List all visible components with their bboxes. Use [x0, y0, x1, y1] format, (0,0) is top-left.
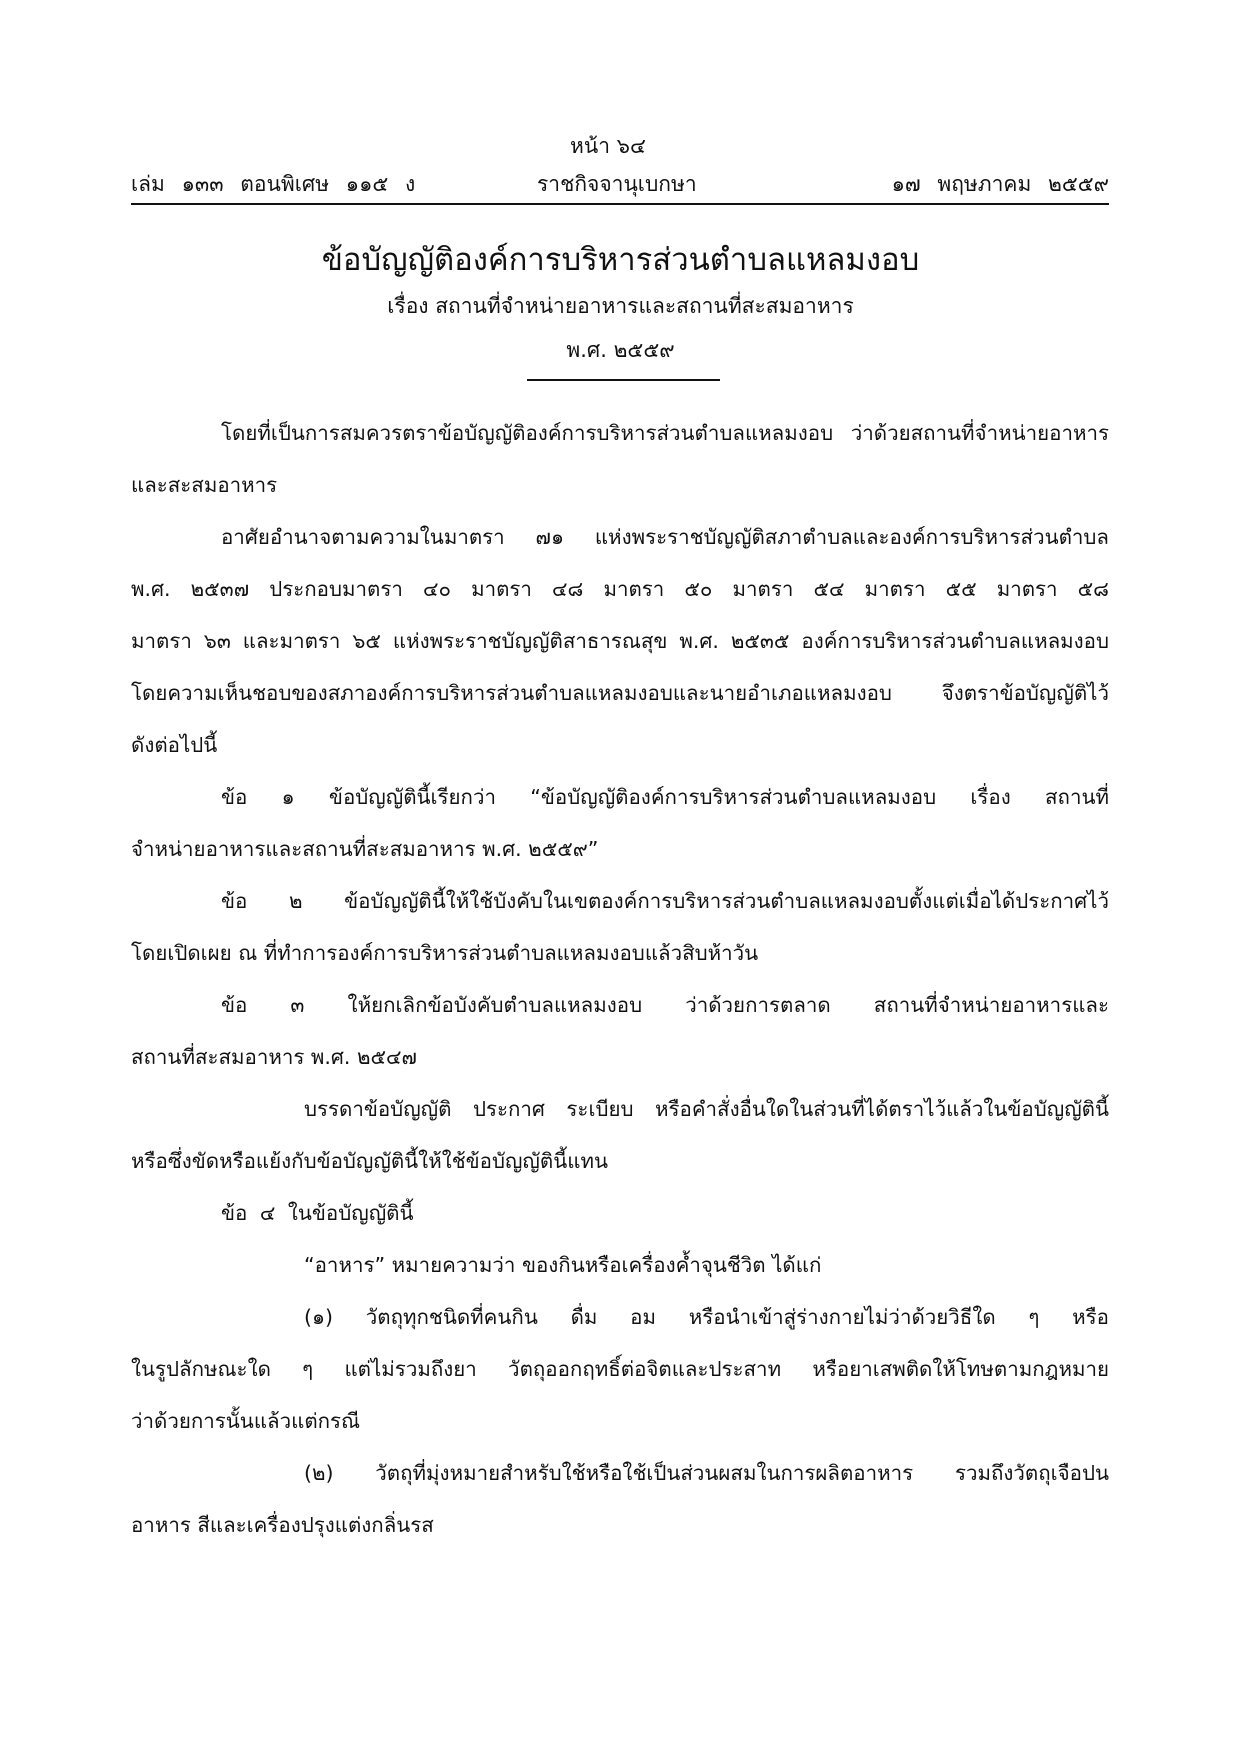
body-line: โดยที่เป็นการสมควรตราข้อบัญญัติองค์การบริหารส่วนตำบลแหลมงอบ ว่าด้วยสถานที่จำหน่ายอาหาร	[221, 421, 1109, 445]
body-line: “อาหาร” หมายความว่า ของกินหรือเครื่องค้ำจุนชีวิต ได้แก่	[304, 1253, 822, 1277]
gazette-name: ราชกิจจานุเบกษา	[537, 172, 697, 196]
volume-info: เล่ม ๑๓๓ ตอนพิเศษ ๑๑๕ ง	[131, 172, 416, 196]
body-line: โดยความเห็นชอบของสภาองค์การบริหารส่วนตำบลแหลมงอบและนายอำเภอแหลมงอบ จึงตราข้อบัญญัติไว้	[131, 681, 1109, 705]
body-line: มาตรา ๖๓ และมาตรา ๖๕ แห่งพระราชบัญญัติสาธารณสุข พ.ศ. ๒๕๓๕ องค์การบริหารส่วนตำบลแหลมงอบ	[131, 629, 1109, 653]
body-line: (๑) วัตถุทุกชนิดที่คนกิน ดื่ม อม หรือนำเข้าสู่ร่างกายไม่ว่าด้วยวิธีใด ๆ หรือ	[304, 1305, 1109, 1329]
document-title: ข้อบัญญัติองค์การบริหารส่วนตำบลแหลมงอบ	[321, 242, 920, 278]
publication-date: ๑๗ พฤษภาคม ๒๕๕๙	[891, 172, 1109, 196]
body-line: พ.ศ. ๒๕๓๗ ประกอบมาตรา ๔๐ มาตรา ๔๘ มาตรา ๕๐ มาตรา ๕๔ มาตรา ๕๕ มาตรา ๕๘	[131, 577, 1109, 601]
header-divider	[131, 203, 1109, 205]
document-year: พ.ศ. ๒๕๕๙	[566, 338, 675, 362]
body-line: อาหาร สีและเครื่องปรุงแต่งกลิ่นรส	[131, 1513, 434, 1537]
body-line: หรือซึ่งขัดหรือแย้งกับข้อบัญญัตินี้ให้ใช้ข้อบัญญัตินี้แทน	[131, 1149, 608, 1173]
body-line: และสะสมอาหาร	[131, 473, 278, 497]
body-line: ว่าด้วยการนั้นแล้วแต่กรณี	[131, 1409, 361, 1433]
body-line: ข้อ ๔ ในข้อบัญญัตินี้	[221, 1201, 414, 1225]
body-line: ข้อ ๓ ให้ยกเลิกข้อบังคับตำบลแหลมงอบ ว่าด้วยการตลาด สถานที่จำหน่ายอาหารและ	[221, 993, 1109, 1017]
body-line: ข้อ ๒ ข้อบัญญัตินี้ให้ใช้บังคับในเขตองค์การบริหารส่วนตำบลแหลมงอบตั้งแต่เมื่อได้ประกาศไว้	[221, 889, 1109, 913]
page-number: หน้า ๖๔	[570, 134, 646, 158]
body-line: (๒) วัตถุที่มุ่งหมายสำหรับใช้หรือใช้เป็นส่วนผสมในการผลิตอาหาร รวมถึงวัตถุเจือปน	[304, 1461, 1109, 1485]
body-line: ดังต่อไปนี้	[131, 733, 218, 757]
body-line: โดยเปิดเผย ณ ที่ทำการองค์การบริหารส่วนตำบลแหลมงอบแล้วสิบห้าวัน	[131, 941, 759, 965]
body-line: ข้อ ๑ ข้อบัญญัตินี้เรียกว่า “ข้อบัญญัติองค์การบริหารส่วนตำบลแหลมงอบ เรื่อง สถานที่	[221, 785, 1109, 809]
title-divider	[527, 379, 720, 381]
body-line: จำหน่ายอาหารและสถานที่สะสมอาหาร พ.ศ. ๒๕๕๙”	[131, 837, 599, 861]
document-subject: เรื่อง สถานที่จำหน่ายอาหารและสถานที่สะสมอาหาร	[387, 294, 854, 318]
body-line: สถานที่สะสมอาหาร พ.ศ. ๒๕๔๗	[131, 1045, 417, 1069]
body-line: ในรูปลักษณะใด ๆ แต่ไม่รวมถึงยา วัตถุออกฤทธิ์ต่อจิตและประสาท หรือยาเสพติดให้โทษตามกฎหมาย	[131, 1357, 1109, 1381]
body-line: บรรดาข้อบัญญัติ ประกาศ ระเบียบ หรือคำสั่งอื่นใดในส่วนที่ได้ตราไว้แล้วในข้อบัญญัตินี้	[304, 1097, 1109, 1121]
body-line: อาศัยอำนาจตามความในมาตรา ๗๑ แห่งพระราชบัญญัติสภาตำบลและองค์การบริหารส่วนตำบล	[221, 525, 1109, 549]
